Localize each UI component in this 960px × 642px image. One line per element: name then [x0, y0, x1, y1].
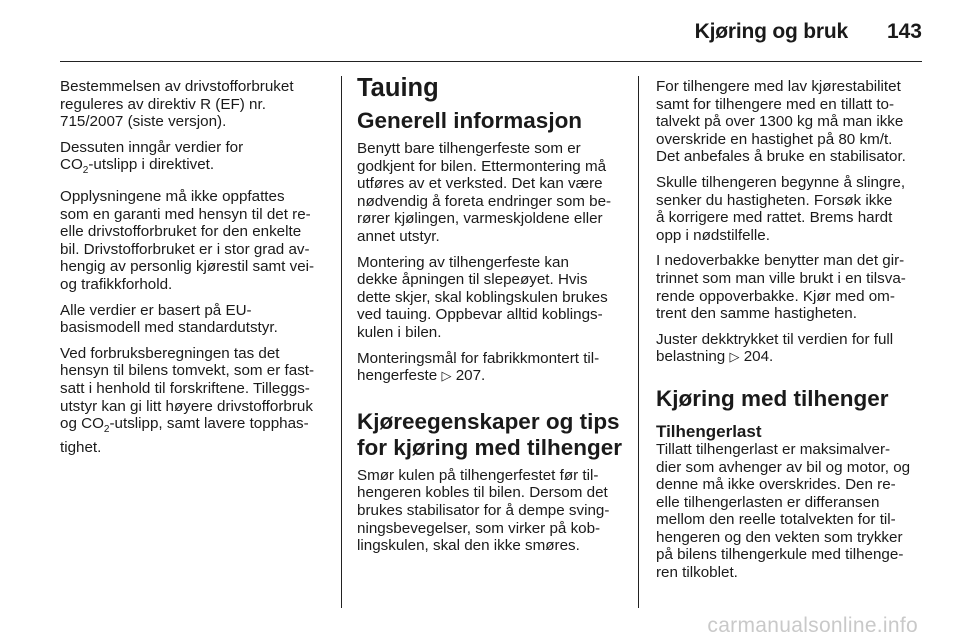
paragraph-guarantee: Opplysningene må ikke oppfattes som en garanti med hensyn til det re- elle drivstofforbruket for den enkelte bil. Drivstofforbruket er i stor grad av- hengig av personlig kjørestil samt vei- og trafikkforhold.: [60, 188, 315, 293]
paragraph-lubricate-ball: Smør kulen på tilhengerfestet før til- hengeren kobles til bilen. Dersom det brukes stabilisator for å dempe sving- ningsbevegelser, som virker på kob- lingskulen, skal den ikke smøres.: [357, 466, 610, 555]
page-reference-link[interactable]: 204.: [743, 348, 774, 366]
page-reference-icon: ▷: [729, 349, 740, 365]
page-reference-link[interactable]: 207.: [455, 367, 486, 385]
column-3: [656, 78, 930, 590]
heading-tauing: Tauing: [357, 74, 439, 102]
page-reference-icon: ▷: [441, 368, 452, 384]
column-2: [357, 74, 631, 563]
paragraph-towing-eye: Montering av tilhengerfeste kan dekke åpningen til slepeøyet. Hvis dette skjer, skal koblingskulen brukes ved tauing. Oppbevar alltid koblings- kulen i bilen.: [357, 253, 608, 341]
heading-trailer-load: Tilhengerlast: [656, 421, 762, 441]
column-1: [60, 78, 334, 464]
page-title: Kjøring og bruk: [694, 20, 848, 43]
paragraph-speed-limit: For tilhengere med lav kjørestabilitet samt for tilhengere med en tillatt to- talvekt på over 1300 kg må man ikke overskride en hastighet på 80 km/t. Det anbefales å bruke en stabilisator.: [656, 78, 906, 166]
paragraph-mounting-dimensions: Monteringsmål for fabrikkmontert til- hengerfeste ▷ 207.: [357, 349, 600, 385]
heading-driving-tips: Kjøreegenskaper og tips for kjøring med tilhenger: [357, 408, 623, 460]
paragraph-co2: Dessuten inngår verdier for $CO_2$-utslipp i direktivet.: [60, 138, 244, 177]
watermark: carmanualsonline.info: [707, 614, 918, 637]
header-divider: [60, 61, 922, 62]
column-divider-2: [638, 76, 639, 608]
paragraph-downhill: I nedoverbakke benytter man det gir- trinnet som man ville brukt i en tilsva- rende oppoverbakke. Kjør med om- trent den samme hastigheten.: [656, 252, 906, 323]
column-divider-1: [341, 76, 342, 608]
paragraph-calculation: Ved forbruksberegningen tas det hensyn til bilens tomvekt, som er fast- satt i henhold til forskriftene. Tilleggs- utstyr kan gi litt høyere drivstofforbruk og $CO_2$-utslipp, samt lavere topphas- tighet.: [60, 344, 315, 456]
heading-general-info: Generell informasjon: [357, 108, 583, 133]
page-header: [0, 0, 960, 62]
paragraph-directive: Bestemmelsen av drivstofforbruket reguleres av direktiv R (EF) nr. 715/2007 (siste versjon).: [60, 78, 294, 131]
paragraph-sway: Skulle tilhengeren begynne å slingre, senker du hastigheten. Forsøk ikke å korrigere med rattet. Brems hardt opp i nødstilfelle.: [656, 173, 906, 244]
paragraph-trailer-load: Tillatt tilhengerlast er maksimalver- dier som avhenger av bil og motor, og denne må ikke overskrides. Den re- elle tilhengerlasten er differansen mellom den reelle totalvekten for til- hengeren og den vekten som trykker på bilens tilhengerkule med tilhenge- ren tilkoblet.: [656, 440, 911, 582]
paragraph-basis: Alle verdier er basert på EU- basismodell med standardutstyr.: [60, 301, 278, 337]
paragraph-tyre-pressure: Juster dekktrykket til verdien for full belastning ▷ 204.: [656, 330, 894, 366]
heading-driving-with-trailer: Kjøring med tilhenger: [656, 385, 889, 411]
page-number: 143: [886, 20, 922, 43]
paragraph-hitch-approval: Benytt bare tilhengerfeste som er godkjent for bilen. Ettermontering må utføres av et verksted. Det kan være nødvendig å foreta endringer som be- rører kjølingen, varmeskjoldene eller annet utstyr.: [357, 140, 612, 245]
